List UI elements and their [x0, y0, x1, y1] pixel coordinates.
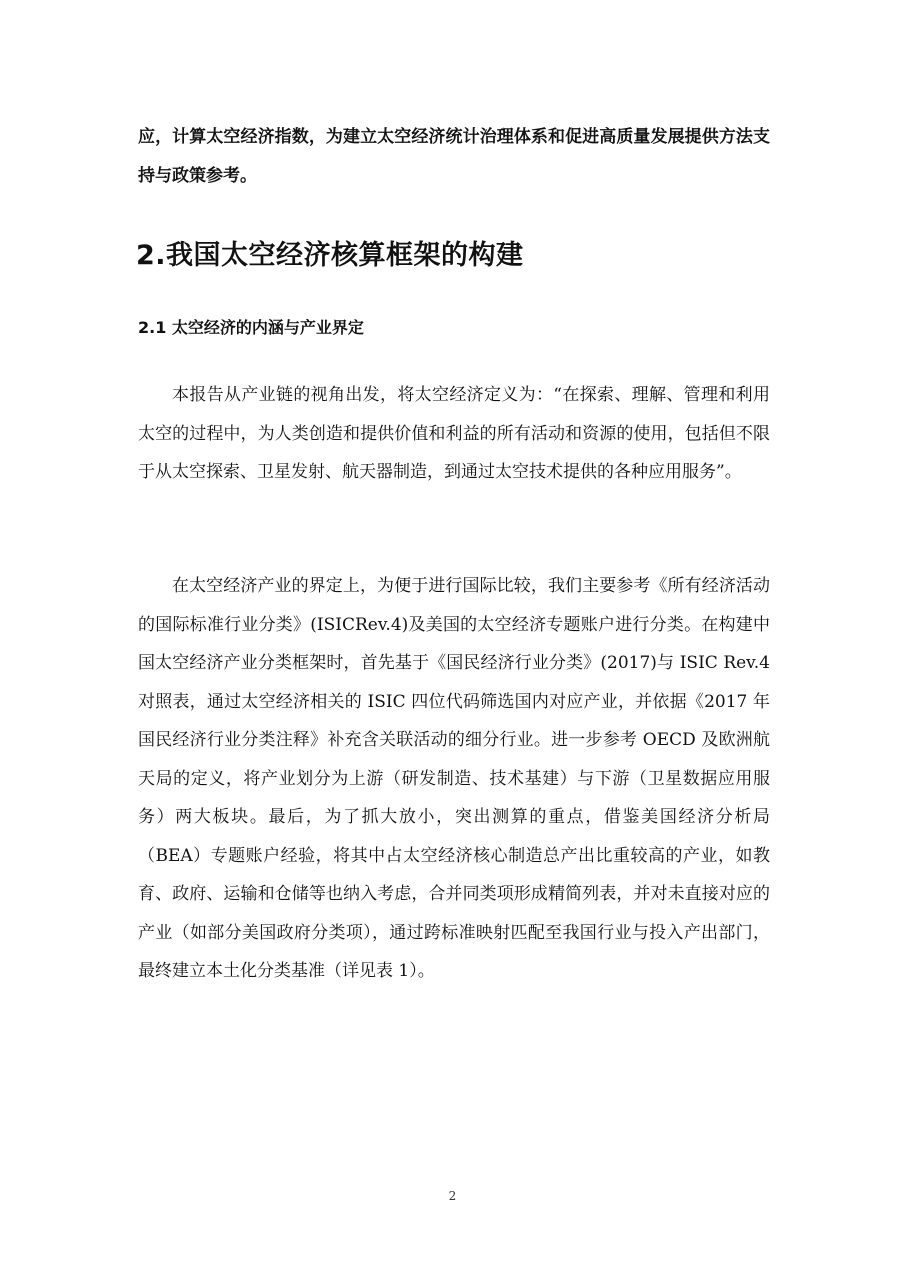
subsection-heading: 2.1 太空经济的内涵与产业界定 [138, 318, 364, 337]
body-paragraph-classification: 在太空经济产业的界定上，为便于进行国际比较，我们主要参考《所有经济活动的国际标准行业分类》(ISICRev.4)及美国的太空经济专题账户进行分类。在构建中国太空经济产业分类框架时，首先基于《国民经济行业分类》(2017)与 ISIC Rev.4 对照表，通过太空经济相关的 ISIC 四位代码筛选国内对应产业，并依据《2017 年国民经济行业分类注释》补充含关联活动的细分行业。进一步参考 OECD 及欧洲航天局的定义，将产业划分为上游（研发制造、技术基建）与下游（卫星数据应用服务）两大板块。最后，为了抓大放小，突出测算的重点，借鉴美国经济分析局（BEA）专题账户经验，将其中占太空经济核心制造总产出比重较高的产业，如教育、政府、运输和仓储等也纳入考虑，合并同类项形成精简列表，并对未直接对应的产业（如部分美国政府分类项），通过跨标准映射匹配至我国行业与投入产出部门，最终建立本土化分类基准（详见表 1）。 [138, 576, 770, 981]
intro-paragraph: 应，计算太空经济指数，为建立太空经济统计治理体系和促进高质量发展提供方法支持与政策参考。 [138, 127, 770, 186]
page-number: 2 [448, 1189, 457, 1203]
section-heading: 2.我国太空经济核算框架的构建 [136, 240, 524, 271]
body-paragraph-definition: 本报告从产业链的视角出发，将太空经济定义为：“在探索、理解、管理和利用太空的过程中，为人类创造和提供价值和利益的所有活动和资源的使用，包括但不限于从太空探索、卫星发射、航天器制造，到通过太空技术提供的各种应用服务”。 [138, 385, 770, 482]
